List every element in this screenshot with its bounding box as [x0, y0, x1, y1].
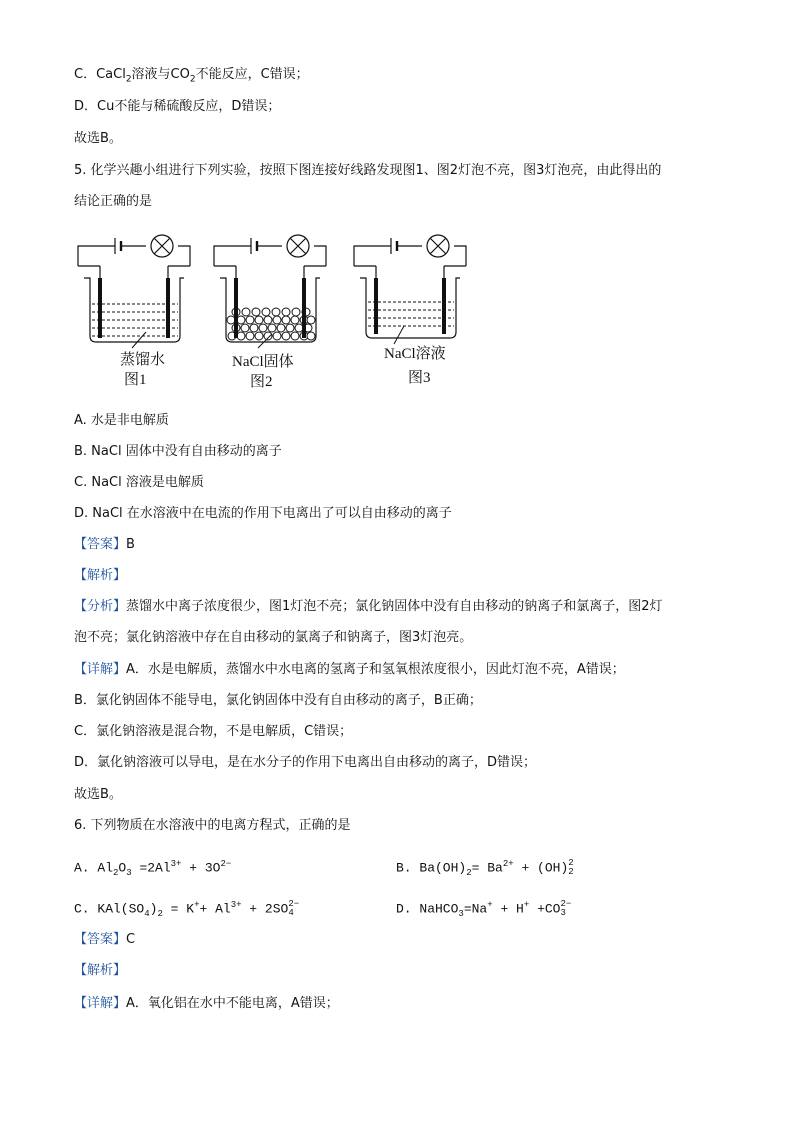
q5-option-b: B. NaCl 固体中没有自由移动的离子 — [74, 444, 282, 459]
figure-3-label: 图3 — [408, 370, 431, 386]
figure-3 — [354, 235, 466, 386]
figure-1 — [78, 235, 190, 388]
q5-answer — [74, 536, 135, 554]
q6-option-b: B. $Ba(OH)_2= Ba^{2+} + (OH)2$ 2 — [396, 857, 574, 878]
q5-detail-c: C．氯化钠溶液是混合物，不是电解质，C错误； — [74, 724, 353, 739]
q5-stem-line2: 结论正确的是 — [74, 194, 153, 209]
bulb-icon — [151, 235, 173, 257]
q5-fenxi-line1: 【分析】蒸馏水中离子浓度很少，图1灯泡不亮；氯化钠固体中没有自由移动的钠离子和氯离子，图2灯 — [74, 599, 663, 614]
q6-answer — [74, 931, 135, 949]
prev-option-c: C．CaCl$_2$溶液与$CO_2$不能反应，C错误； — [74, 67, 309, 85]
figure-3-substance: NaCl溶液 — [384, 346, 446, 362]
answer-tag: 【答案】 — [74, 932, 127, 947]
q6-option-c: C. $KAl(SO_4)_2 = K^++ Al^{3+} + 2SO2-$ 4 — [74, 898, 300, 919]
figure-1-substance: 蒸馏水 — [120, 352, 166, 368]
answer-value: B — [126, 537, 135, 552]
q5-stem-line1: 5. 化学兴趣小组进行下列实验，按照下图连接好线路发现图1、图2灯泡不亮，图3灯泡亮，由此得出的 — [74, 163, 662, 178]
q5-option-c: C. NaCl 溶液是电解质 — [74, 475, 204, 490]
answer-tag: 【答案】 — [74, 537, 127, 552]
q5-detail-d: D．氯化钠溶液可以导电，是在水分子的作用下电离出自由移动的离子，D错误； — [74, 755, 537, 770]
bulb-icon — [287, 235, 309, 257]
prev-option-d: D．Cu不能与稀硫酸反应，D错误； — [74, 99, 281, 114]
q5-option-d: D. NaCl 在水溶液中在电流的作用下电离出了可以自由移动的离子 — [74, 506, 452, 521]
q5-fenxi-line2: 泡不亮；氯化钠溶液中存在自由移动的氯离子和钠离子，图3灯泡亮。 — [74, 630, 473, 645]
q5-choose: 故选B。 — [74, 787, 122, 802]
q6-stem: 6. 下列物质在水溶液中的电离方程式，正确的是 — [74, 818, 351, 833]
q5-circuit-figures — [70, 226, 490, 396]
figure-2-substance: NaCl固体 — [232, 354, 294, 370]
q5-analysis-tag: 【解析】 — [74, 568, 127, 583]
q6-analysis-tag: 【解析】 — [74, 963, 127, 978]
q6-option-a: A. $Al_2O_3 =2Al^{3+} + 3O^{2-}$ — [74, 859, 232, 878]
q5-detail-b: B．氯化钠固体不能导电，氯化钠固体中没有自由移动的离子，B正确； — [74, 693, 482, 708]
prev-choose: 故选B。 — [74, 131, 122, 146]
figure-1-label: 图1 — [124, 372, 147, 388]
figure-2-label: 图2 — [250, 374, 273, 390]
q5-option-a: A. 水是非电解质 — [74, 413, 169, 428]
figure-2 — [214, 235, 326, 390]
q6-detail-a: 【详解】A．氧化铝在水中不能电离，A错误； — [74, 996, 339, 1011]
q6-option-d: D. NaHCO$_3$=Na+ + H+ +CO2− 3 — [396, 898, 572, 919]
bulb-icon — [427, 235, 449, 257]
answer-value: C — [126, 932, 136, 947]
q5-detail-a: 【详解】A．水是电解质，蒸馏水中水电离的氢离子和氢氧根浓度很小，因此灯泡不亮，A错误； — [74, 662, 625, 677]
